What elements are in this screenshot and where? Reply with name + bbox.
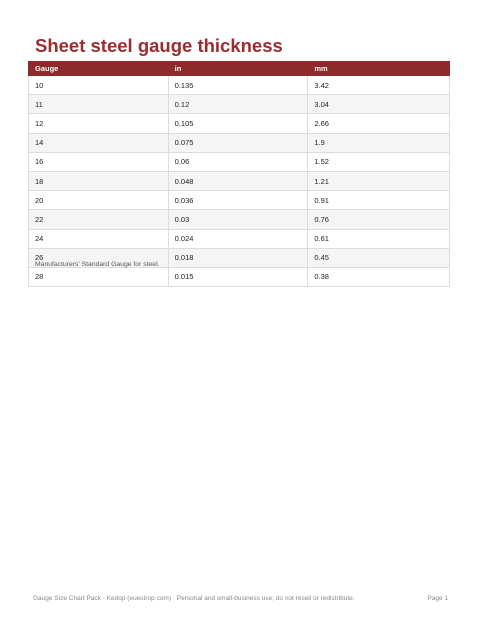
column-header-mm: mm bbox=[308, 62, 450, 76]
footer-text: Gauge Size Chart Pack · Kedop (euestrop.com) · Personal and small-business use; do not resell or redistribute. bbox=[33, 595, 355, 602]
cell-gauge: 26 bbox=[29, 248, 169, 267]
table-body bbox=[29, 76, 450, 287]
cell-gauge: 12 bbox=[29, 114, 169, 133]
table-row bbox=[29, 210, 450, 229]
table-row bbox=[29, 76, 450, 95]
table-row bbox=[29, 152, 450, 171]
cell-mm: 3.04 bbox=[308, 95, 450, 114]
cell-in: 0.03 bbox=[168, 210, 308, 229]
page-number: Page 1 bbox=[427, 595, 448, 602]
cell-mm: 1.9 bbox=[308, 133, 450, 152]
table-header-row bbox=[29, 62, 450, 76]
cell-gauge: 18 bbox=[29, 171, 169, 190]
cell-mm: 0.45 bbox=[308, 248, 450, 267]
column-header-in: in bbox=[168, 62, 308, 76]
cell-in: 0.015 bbox=[168, 267, 308, 286]
table-row bbox=[29, 171, 450, 190]
cell-in: 0.075 bbox=[168, 133, 308, 152]
table-note: Manufacturers' Standard Gauge for steel. bbox=[35, 261, 160, 268]
cell-gauge: 11 bbox=[29, 95, 169, 114]
cell-in: 0.12 bbox=[168, 95, 308, 114]
cell-gauge: 10 bbox=[29, 76, 169, 95]
table-row bbox=[29, 267, 450, 286]
cell-mm: 2.66 bbox=[308, 114, 450, 133]
cell-in: 0.06 bbox=[168, 152, 308, 171]
cell-mm: 3.42 bbox=[308, 76, 450, 95]
cell-in: 0.036 bbox=[168, 191, 308, 210]
gauge-table bbox=[28, 61, 450, 287]
cell-mm: 0.61 bbox=[308, 229, 450, 248]
cell-gauge: 22 bbox=[29, 210, 169, 229]
cell-gauge: 16 bbox=[29, 152, 169, 171]
cell-in: 0.135 bbox=[168, 76, 308, 95]
cell-in: 0.018 bbox=[168, 248, 308, 267]
cell-gauge: 20 bbox=[29, 191, 169, 210]
cell-gauge: 14 bbox=[29, 133, 169, 152]
cell-mm: 0.76 bbox=[308, 210, 450, 229]
table-row bbox=[29, 191, 450, 210]
cell-gauge: 24 bbox=[29, 229, 169, 248]
cell-mm: 1.21 bbox=[308, 171, 450, 190]
table-row bbox=[29, 229, 450, 248]
page-title: Sheet steel gauge thickness bbox=[35, 35, 283, 56]
cell-in: 0.048 bbox=[168, 171, 308, 190]
table-row bbox=[29, 114, 450, 133]
cell-in: 0.105 bbox=[168, 114, 308, 133]
cell-mm: 0.91 bbox=[308, 191, 450, 210]
table-row bbox=[29, 95, 450, 114]
table-row bbox=[29, 133, 450, 152]
column-header-gauge: Gauge bbox=[29, 62, 169, 76]
cell-gauge: 28 bbox=[29, 267, 169, 286]
cell-mm: 0.38 bbox=[308, 267, 450, 286]
cell-in: 0.024 bbox=[168, 229, 308, 248]
cell-mm: 1.52 bbox=[308, 152, 450, 171]
